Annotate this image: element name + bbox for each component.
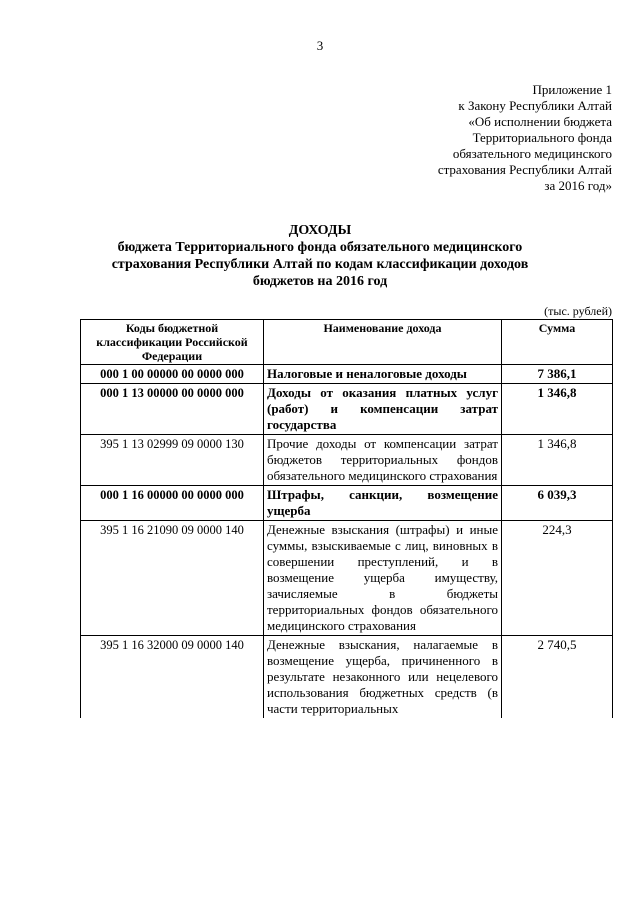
units-note: (тыс. рублей) — [544, 304, 612, 318]
appendix-line: страхования Республики Алтай — [437, 162, 612, 177]
row-sum: 2 740,5 — [502, 636, 613, 719]
row-name: Налоговые и неналоговые доходы — [264, 365, 502, 384]
header-sum: Сумма — [502, 320, 613, 365]
row-sum: 6 039,3 — [502, 486, 613, 521]
title-line: страхования Республики Алтай по кодам классификации доходов — [111, 257, 529, 272]
title-line: бюджета Территориального фонда обязательного медицинского — [117, 240, 523, 255]
page-number: 3 — [316, 38, 324, 53]
row-name: Денежные взыскания (штрафы) и иные суммы, взыскиваемые с лиц, виновных в совершении преступлений, и в возмещение ущерба имуществу, зачисляемые в бюджеты территориальных фондов обязательного медицинского страхования — [264, 521, 502, 636]
header-name: Наименование дохода — [264, 320, 502, 365]
table-row — [81, 384, 613, 435]
appendix-line: за 2016 год» — [544, 178, 612, 193]
row-code: 000 1 00 00000 00 0000 000 — [81, 365, 264, 384]
appendix-line: обязательного медицинского — [452, 146, 612, 161]
row-code: 000 1 13 00000 00 0000 000 — [81, 384, 264, 435]
row-name: Прочие доходы от компенсации затрат бюджетов территориальных фондов обязательного медицинского страхования — [264, 435, 502, 486]
table-header-row — [81, 320, 613, 365]
row-name: Денежные взыскания, налагаемые в возмещение ущерба, причиненного в результате незаконного или нецелевого использования бюджетных средств (в части территориальных — [264, 636, 502, 719]
row-sum: 1 346,8 — [502, 435, 613, 486]
row-code: 395 1 16 32000 09 0000 140 — [81, 636, 264, 719]
appendix-reference — [372, 82, 612, 194]
appendix-line: «Об исполнении бюджета — [468, 114, 612, 129]
row-code: 395 1 13 02999 09 0000 130 — [81, 435, 264, 486]
table-row — [81, 636, 613, 719]
row-sum: 7 386,1 — [502, 365, 613, 384]
table-row — [81, 435, 613, 486]
appendix-line: Территориального фонда — [472, 130, 612, 145]
appendix-line: Приложение 1 — [532, 82, 612, 97]
row-name: Штрафы, санкции, возмещение ущерба — [264, 486, 502, 521]
income-table — [80, 319, 613, 718]
title-line: бюджетов на 2016 год — [252, 274, 388, 289]
table-row — [81, 486, 613, 521]
document-title — [0, 222, 640, 290]
row-code: 395 1 16 21090 09 0000 140 — [81, 521, 264, 636]
table-row — [81, 365, 613, 384]
header-code: Коды бюджетной классификации Российской Федерации — [81, 320, 264, 365]
table-row — [81, 521, 613, 636]
appendix-line: к Закону Республики Алтай — [458, 98, 612, 113]
title-heading: ДОХОДЫ — [288, 223, 352, 238]
row-sum: 224,3 — [502, 521, 613, 636]
row-code: 000 1 16 00000 00 0000 000 — [81, 486, 264, 521]
row-sum: 1 346,8 — [502, 384, 613, 435]
row-name: Доходы от оказания платных услуг (работ) и компенсации затрат государства — [264, 384, 502, 435]
